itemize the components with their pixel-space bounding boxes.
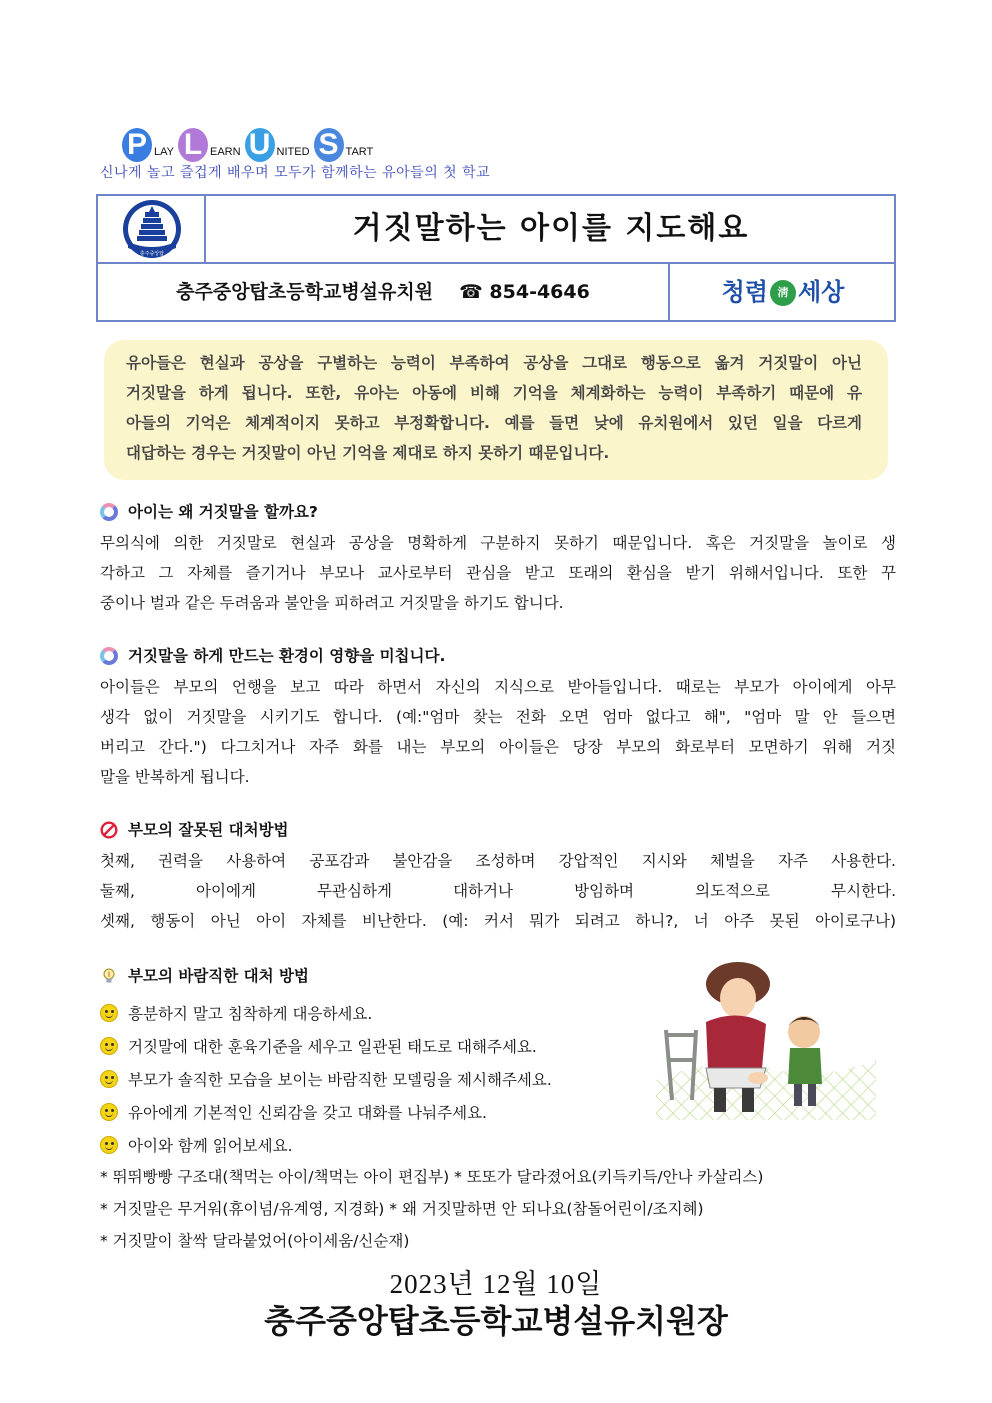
- plus-p: [122, 128, 174, 162]
- smiley-icon: [100, 1070, 118, 1088]
- plus-letter-l: L: [178, 128, 208, 162]
- body-line: 셋째, 행동이 아닌 아이 자체를 비난한다. (예: 커서 뭐가 되려고 하니?, 너 아주 못된 아이로구나): [100, 912, 896, 930]
- body-line: 둘째, 아이에게 무관심하게 대하거나 방임하며 의도적으로 무시한다.: [100, 882, 896, 900]
- tip-text: 거짓말에 대한 훈육기준을 세우고 일관된 태도로 대해주세요.: [128, 1037, 537, 1056]
- section-title: [100, 498, 896, 526]
- title-box: [96, 194, 896, 322]
- school-logo: [98, 196, 206, 262]
- book-line: * 거짓말이 찰싹 달라붙었어(아이세움/신순재): [100, 1232, 410, 1250]
- book-list: [100, 1161, 896, 1257]
- body-line: 버리고 간다.") 다그치거나 자주 화를 내는 부모의 아이들은 당장 부모의 화로부터 모면하기 위해 거짓: [100, 738, 896, 756]
- tip-text: 부모가 솔직한 모습을 보이는 바람직한 모델링을 제시해주세요.: [128, 1070, 552, 1089]
- section-title: [100, 642, 896, 670]
- section-body: [100, 846, 896, 936]
- signer: 충주중앙탑초등학교병설유치원장: [264, 1302, 728, 1340]
- brand-left: 청렴: [721, 278, 768, 306]
- plus-rest-l: EARN: [209, 146, 241, 158]
- plus-u: [245, 128, 310, 162]
- plus-rest-u: NITED: [276, 146, 310, 158]
- section-title-text: 아이는 왜 거짓말을 할까요?: [128, 503, 318, 521]
- prohibited-icon: [100, 821, 118, 839]
- plus-s: [314, 128, 374, 162]
- intro-line: 아들의 기억은 체계적이지 못하고 부정확합니다. 예를 들면 낮에 유치원에서 있던 일을 다르게: [126, 414, 862, 432]
- section-body: [100, 672, 896, 792]
- plus-logo: [122, 128, 377, 162]
- mother-child-illustration: [656, 960, 876, 1120]
- plus-letter-p: P: [122, 128, 152, 162]
- brand-mid-icon: 淸: [770, 280, 796, 306]
- tip-text: 흥분하지 말고 침착하게 대응하세요.: [128, 1004, 373, 1023]
- ring-bullet-icon: [100, 647, 118, 665]
- section-title-text: 부모의 바람직한 대처 방법: [128, 967, 309, 985]
- tip-item: [100, 1128, 896, 1161]
- brand-right: 세상: [798, 278, 845, 306]
- body-line: 각하고 그 자체를 즐기거나 부모나 교사로부터 관심을 받고 또래의 환심을 받기 위해서입니다. 또한 꾸: [100, 564, 896, 582]
- book-line: * 거짓말은 무거워(휴이넘/유계영, 지경화) * 왜 거짓말하면 안 되나요(참돌어린이/조지혜): [100, 1200, 704, 1218]
- plus-letter-s: S: [314, 128, 344, 162]
- book-line: * 뛰뛰빵빵 구조대(책먹는 아이/책먹는 아이 편집부) * 또또가 달라졌어요(키득키득/안나 카살리스): [100, 1168, 764, 1186]
- tip-text: 아이와 함께 읽어보세요.: [128, 1136, 293, 1155]
- body-line: 첫째, 권력을 사용하여 공포감과 불안감을 조성하며 강압적인 지시와 체벌을 자주 사용한다.: [100, 852, 896, 870]
- page-title: 거짓말하는 아이를 지도해요: [352, 211, 750, 246]
- issue-date: 2023년 12월 10일: [389, 1269, 603, 1299]
- section-why-lie: [100, 498, 896, 618]
- plus-l: [178, 128, 241, 162]
- smiley-icon: [100, 1004, 118, 1022]
- lightbulb-icon: [100, 967, 118, 985]
- body-line: 무의식에 의한 거짓말로 현실과 공상을 명확하게 구분하지 못하기 때문입니다. 혹은 거짓말을 놀이로 생: [100, 534, 896, 552]
- body-line: 중이나 벌과 같은 두려움과 불안을 피하려고 거짓말을 하기도 합니다.: [100, 594, 564, 612]
- phone-icon: ☎: [459, 281, 483, 303]
- body-line: 생각 없이 거짓말을 시키기도 합니다. (예:"엄마 찾는 전화 오면 엄마 없다고 해", "엄마 말 안 들으면: [100, 708, 896, 726]
- integrity-brand-logo: [672, 264, 894, 320]
- smiley-icon: [100, 1136, 118, 1154]
- tip-text: 유아에게 기본적인 신뢰감을 갖고 대화를 나눠주세요.: [128, 1103, 487, 1122]
- phone-number: 854-4646: [489, 281, 590, 303]
- body-line: 말을 반복하게 됩니다.: [100, 768, 250, 786]
- slogan: 신나게 놀고 즐겁게 배우며 모두가 함께하는 유아들의 첫 학교: [100, 165, 491, 181]
- pagoda-emblem-icon: [98, 196, 206, 262]
- school-contact: [98, 264, 670, 320]
- school-name: 충주중앙탑초등학교병설유치원: [176, 281, 434, 303]
- ring-bullet-icon: [100, 503, 118, 521]
- section-body: [100, 528, 896, 618]
- section-title-text: 거짓말을 하게 만드는 환경이 영향을 미칩니다.: [128, 647, 446, 665]
- section-title-text: 부모의 잘못된 대처방법: [128, 821, 289, 839]
- body-line: 아이들은 부모의 언행을 보고 따라 하면서 자신의 지식으로 받아들입니다. 때로는 부모가 아이에게 아무: [100, 678, 896, 696]
- section-environment: [100, 642, 896, 792]
- plus-rest-p: LAY: [154, 146, 174, 158]
- intro-line: 거짓말을 하게 됩니다. 또한, 유아는 아동에 비해 기억을 체계화하는 능력이 부족하기 때문에 유: [126, 384, 862, 402]
- intro-line: 대답하는 경우는 거짓말이 아닌 기억을 제대로 하지 못하기 때문입니다.: [126, 444, 610, 462]
- smiley-icon: [100, 1037, 118, 1055]
- title-row: [98, 196, 894, 264]
- plus-rest-s: TART: [345, 146, 374, 158]
- intro-box: [104, 340, 888, 480]
- intro-line: 유아들은 현실과 공상을 구별하는 능력이 부족하여 공상을 그대로 행동으로 옮겨 거짓말이 아닌: [126, 354, 862, 372]
- section-wrong-methods: [100, 816, 896, 936]
- plus-letter-u: U: [245, 128, 275, 162]
- section-title: [100, 816, 896, 844]
- info-row: [98, 264, 894, 320]
- smiley-icon: [100, 1103, 118, 1121]
- logo-caption: 충주중앙탑: [139, 251, 165, 257]
